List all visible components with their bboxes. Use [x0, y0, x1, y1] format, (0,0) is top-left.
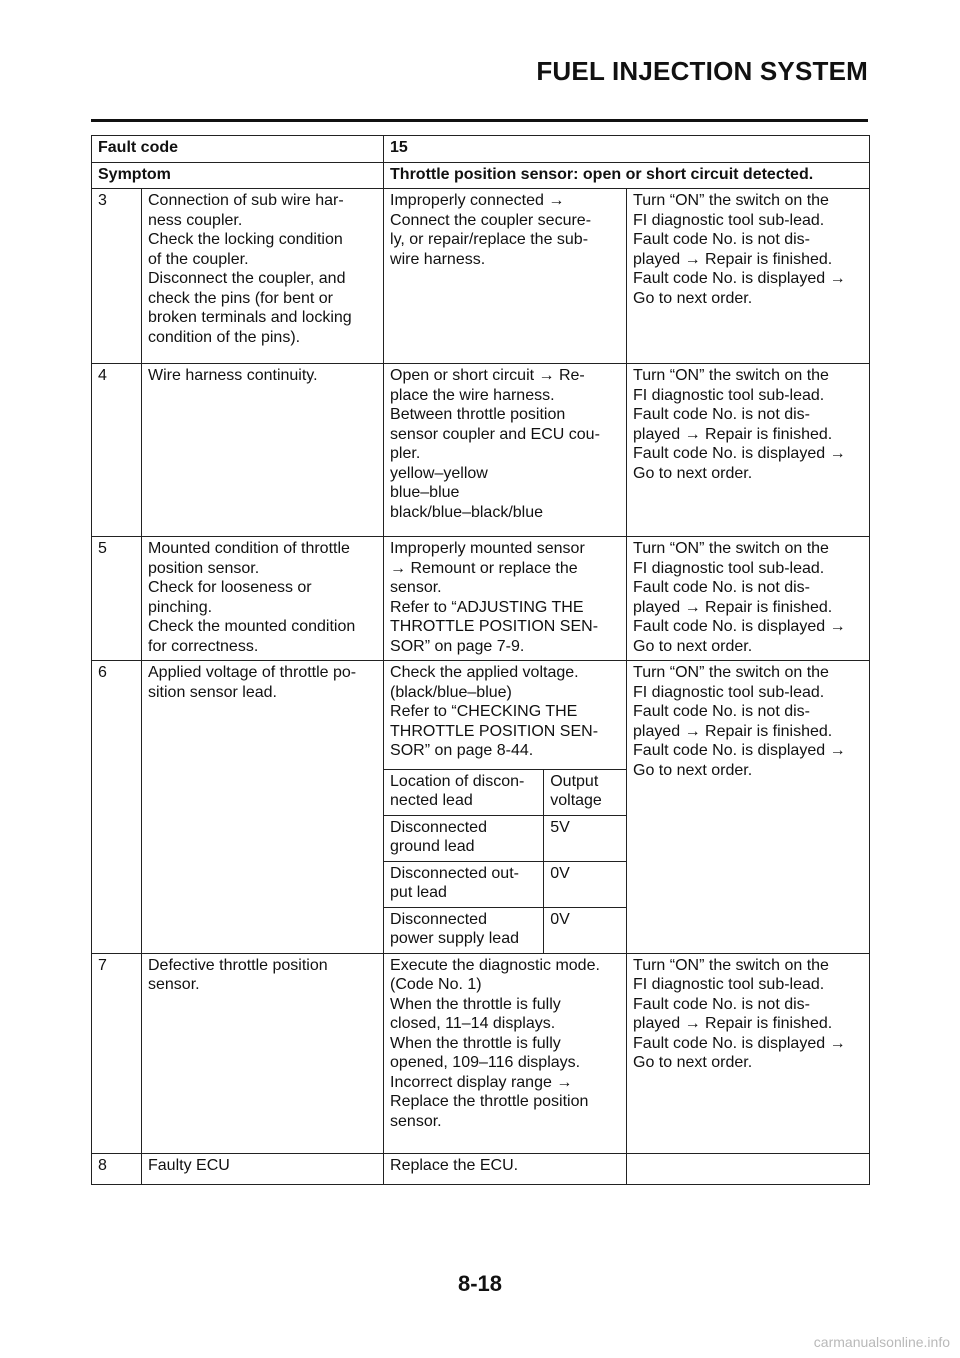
action-line: ly, or repair/replace the sub-	[390, 231, 589, 248]
fault-code-row	[92, 136, 870, 163]
confirmation-line: played → Repair is finished.	[633, 250, 833, 268]
output-voltage	[544, 861, 626, 907]
action-line: (black/blue–blue)	[390, 683, 512, 701]
check-item-line: position sensor.	[148, 559, 260, 577]
action-cell	[384, 189, 627, 364]
fault-code-label: Fault code	[92, 136, 384, 163]
action-line: THROTTLE POSITION SEN-	[390, 618, 599, 635]
lead-location-line: Disconnected	[390, 818, 487, 836]
order-number: 6	[92, 661, 142, 954]
check-item-line: check the pins (for bent or	[148, 289, 333, 307]
check-item-line: condition of the pins).	[148, 328, 301, 346]
action-line: Replace the throttle position	[390, 1093, 589, 1110]
confirmation-line: Fault code No. is displayed →	[633, 270, 846, 287]
lead-location	[384, 815, 544, 861]
check-item-line: sition sensor lead.	[148, 683, 277, 701]
confirmation-cell	[627, 661, 870, 954]
action-line: place the wire harness.	[390, 386, 555, 404]
action-line: blue–blue	[390, 484, 460, 501]
lead-location	[384, 861, 544, 907]
check-item-line: Check the locking condition	[148, 231, 343, 248]
action-line: sensor.	[390, 579, 442, 596]
procedure-row	[92, 364, 870, 537]
action-line: Check the applied voltage.	[390, 664, 579, 681]
output-voltage-line: 0V	[550, 864, 570, 882]
check-item-line: Applied voltage of throttle po-	[148, 664, 357, 681]
voltage-table-row	[384, 907, 626, 953]
check-item-line: broken terminals and locking	[148, 309, 352, 326]
voltage-table-row	[384, 815, 626, 861]
action-line: When the throttle is fully	[390, 1034, 561, 1052]
action-line: sensor coupler and ECU cou-	[390, 425, 600, 443]
check-item-line: Check the mounted condition	[148, 618, 356, 635]
confirmation-line: Fault code No. is displayed →	[633, 742, 846, 759]
confirmation-line: Turn “ON” the switch on the	[633, 664, 829, 681]
confirmation-line: FI diagnostic tool sub-lead.	[633, 211, 825, 229]
confirmation-line: Fault code No. is not dis-	[633, 995, 810, 1013]
page-number: 8-18	[457, 1271, 503, 1296]
check-item-line: of the coupler.	[148, 250, 249, 268]
lead-location-line: Location of discon-	[390, 772, 525, 790]
confirmation-line: FI diagnostic tool sub-lead.	[633, 559, 825, 577]
confirmation-line: FI diagnostic tool sub-lead.	[633, 683, 825, 701]
action-line: When the throttle is fully	[390, 995, 561, 1013]
action-cell	[384, 537, 627, 661]
confirmation-line: Turn “ON” the switch on the	[633, 956, 829, 974]
lead-location-line: Disconnected out-	[390, 864, 519, 882]
confirmation-cell	[627, 1154, 870, 1185]
title-divider	[91, 119, 868, 122]
confirmation-line: played → Repair is finished.	[633, 598, 833, 616]
confirmation-line: Fault code No. is not dis-	[633, 703, 810, 720]
lead-location-line: Disconnected	[390, 910, 487, 928]
confirmation-cell	[627, 364, 870, 537]
confirmation-line: Fault code No. is not dis-	[633, 406, 810, 423]
check-item-line: for correctness.	[148, 637, 259, 655]
output-voltage-line: Output	[550, 772, 599, 790]
action-line: Replace the ECU.	[390, 1157, 519, 1174]
action-line: pler.	[390, 445, 421, 462]
symptom-row	[92, 162, 870, 189]
output-voltage	[544, 815, 626, 861]
confirmation-cell	[627, 953, 870, 1154]
check-item-line: Disconnect the coupler, and	[148, 270, 346, 287]
voltage-table-row	[384, 861, 626, 907]
procedure-row	[92, 189, 870, 364]
action-line: black/blue–black/blue	[390, 503, 544, 521]
action-line: Refer to “ADJUSTING THE	[390, 598, 584, 616]
confirmation-cell	[627, 537, 870, 661]
order-number: 7	[92, 953, 142, 1154]
confirmation-line: Go to next order.	[633, 1054, 753, 1071]
action-line: Improperly connected →	[390, 192, 565, 209]
action-line: Connect the coupler secure-	[390, 211, 592, 229]
lead-location-line: put lead	[390, 884, 447, 901]
confirmation-line: Go to next order.	[633, 637, 753, 655]
confirmation-line: played → Repair is finished.	[633, 722, 833, 740]
confirmation-line: Fault code No. is displayed →	[633, 618, 846, 635]
action-line: Between throttle position	[390, 406, 566, 423]
action-line: opened, 109–116 displays.	[390, 1054, 581, 1071]
action-line: Incorrect display range →	[390, 1073, 573, 1091]
action-line: → Remount or replace the	[390, 559, 578, 577]
action-line: THROTTLE POSITION SEN-	[390, 722, 599, 740]
confirmation-line: Go to next order.	[633, 761, 753, 779]
check-item-line: Wire harness continuity.	[148, 367, 318, 384]
action-line: wire harness.	[390, 250, 486, 268]
action-cell	[384, 661, 627, 954]
action-line: Refer to “CHECKING THE	[390, 703, 578, 720]
confirmation-line: Turn “ON” the switch on the	[633, 192, 829, 209]
action-line: sensor.	[390, 1112, 442, 1130]
confirmation-line: Fault code No. is displayed →	[633, 445, 846, 462]
symptom-label: Symptom	[92, 162, 384, 189]
lead-location-line: ground lead	[390, 838, 475, 855]
output-voltage	[544, 769, 626, 815]
action-line: SOR” on page 8-44.	[390, 742, 534, 759]
order-number: 4	[92, 364, 142, 537]
procedure-row	[92, 1154, 870, 1185]
confirmation-line: FI diagnostic tool sub-lead.	[633, 386, 825, 404]
action-cell	[384, 364, 627, 537]
confirmation-cell	[627, 189, 870, 364]
order-number: 5	[92, 537, 142, 661]
action-cell	[384, 953, 627, 1154]
procedure-row	[92, 953, 870, 1154]
output-voltage	[544, 907, 626, 953]
confirmation-line: Go to next order.	[633, 289, 753, 307]
check-item-line: pinching.	[148, 598, 213, 616]
voltage-table	[384, 769, 626, 953]
lead-location	[384, 907, 544, 953]
action-line: Improperly mounted sensor	[390, 540, 585, 557]
procedure-row	[92, 537, 870, 661]
check-item-cell	[142, 189, 384, 364]
check-item-line: Connection of sub wire har-	[148, 192, 344, 209]
check-item-line: Mounted condition of throttle	[148, 540, 350, 557]
confirmation-line: played → Repair is finished.	[633, 425, 833, 443]
output-voltage-line: 0V	[550, 910, 570, 928]
confirmation-line: Turn “ON” the switch on the	[633, 540, 829, 557]
page-title: FUEL INJECTION SYSTEM	[536, 56, 868, 86]
watermark: carmanualsonline.info	[813, 1334, 950, 1350]
lead-location-line: nected lead	[390, 792, 473, 809]
check-item-line: Defective throttle position	[148, 956, 328, 974]
action-line: SOR” on page 7-9.	[390, 637, 525, 655]
confirmation-line: Fault code No. is not dis-	[633, 231, 810, 248]
output-voltage-line: 5V	[550, 818, 570, 836]
order-number: 3	[92, 189, 142, 364]
confirmation-line: Fault code No. is displayed →	[633, 1034, 846, 1052]
action-line: closed, 11–14 displays.	[390, 1015, 556, 1032]
voltage-table-header	[384, 769, 626, 815]
fault-code-table	[91, 135, 870, 1185]
check-item-line: sensor.	[148, 976, 200, 993]
check-item-line: Faulty ECU	[148, 1157, 230, 1174]
confirmation-line: Go to next order.	[633, 464, 753, 482]
action-line: Execute the diagnostic mode.	[390, 956, 600, 974]
check-item-cell	[142, 364, 384, 537]
check-item-cell	[142, 537, 384, 661]
confirmation-line: played → Repair is finished.	[633, 1015, 833, 1032]
confirmation-line: Turn “ON” the switch on the	[633, 367, 829, 384]
symptom-value: Throttle position sensor: open or short circuit detected.	[384, 162, 870, 189]
check-item-line: Check for looseness or	[148, 579, 312, 596]
check-item-cell	[142, 1154, 384, 1185]
fault-code-value: 15	[384, 136, 870, 163]
output-voltage-line: voltage	[550, 792, 602, 809]
action-line: Open or short circuit → Re-	[390, 367, 585, 384]
action-line: yellow–yellow	[390, 464, 488, 482]
confirmation-line: Fault code No. is not dis-	[633, 579, 810, 596]
action-cell	[384, 1154, 627, 1185]
order-number: 8	[92, 1154, 142, 1185]
action-line: (Code No. 1)	[390, 976, 482, 993]
procedure-row	[92, 661, 870, 954]
lead-location-line: power supply lead	[390, 930, 519, 947]
check-item-cell	[142, 953, 384, 1154]
confirmation-line: FI diagnostic tool sub-lead.	[633, 976, 825, 993]
check-item-cell	[142, 661, 384, 954]
check-item-line: ness coupler.	[148, 211, 243, 229]
lead-location	[384, 769, 544, 815]
